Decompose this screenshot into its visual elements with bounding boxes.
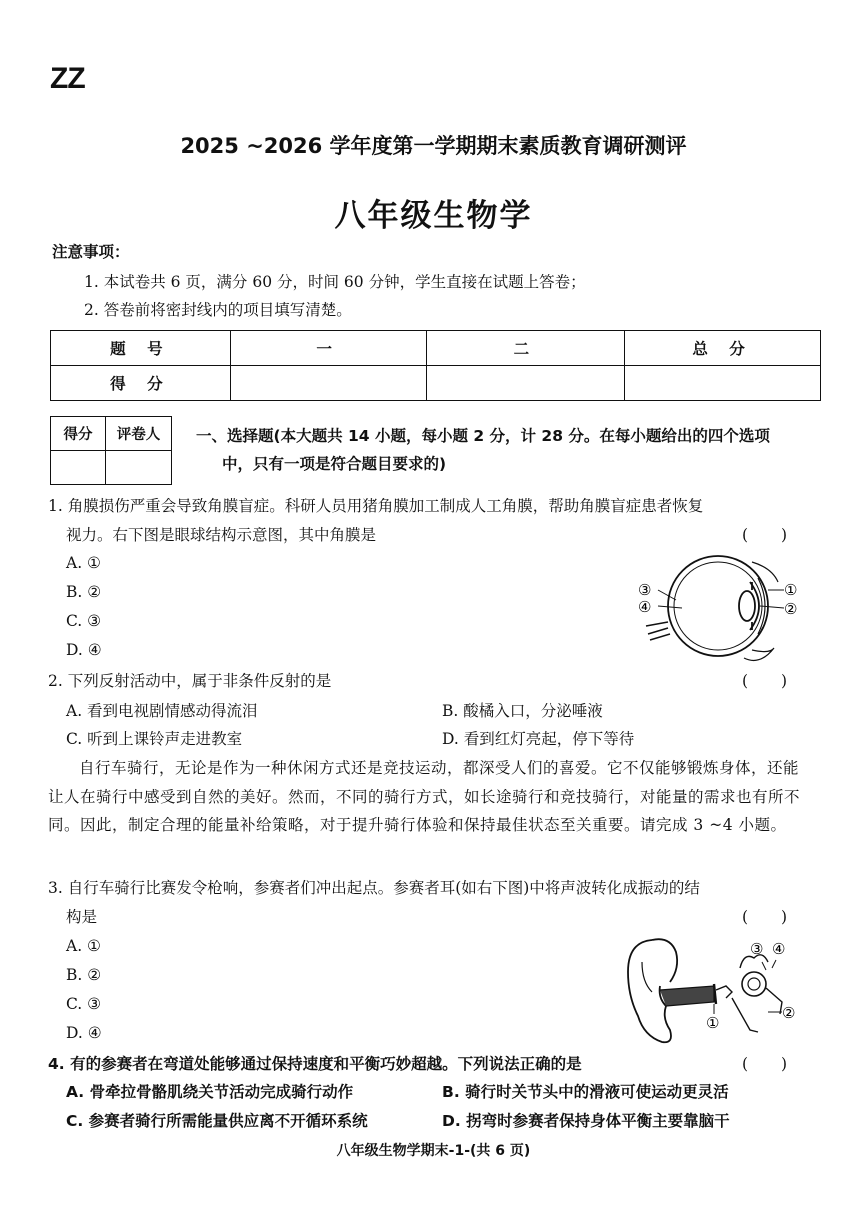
q1-option-d[interactable]: D. ④ <box>66 641 102 659</box>
question-1-line2: 视力。右下图是眼球结构示意图，其中角膜是 <box>66 526 377 544</box>
score-table-cell: 一 <box>230 331 426 366</box>
score-table-header-row <box>51 331 821 366</box>
q1-option-c[interactable]: C. ③ <box>66 612 102 630</box>
ear-label-1: ① <box>706 1014 720 1032</box>
answer-paren-q1[interactable]: ( ) <box>742 526 802 544</box>
score-table-cell: 总 分 <box>625 331 821 366</box>
q4-option-a[interactable]: A. 骨牵拉骨骼肌绕关节活动完成骑行动作 <box>66 1083 354 1101</box>
grader-score-label: 得分 <box>51 417 106 451</box>
note-item-1: 1. 本试卷共 6 页，满分 60 分，时间 60 分钟，学生直接在试题上答卷； <box>84 273 586 291</box>
grader-name-label: 评卷人 <box>106 417 172 451</box>
ear-label-3: ③ <box>750 940 764 958</box>
q1-option-b[interactable]: B. ② <box>66 583 102 601</box>
grader-score-cell[interactable] <box>51 451 106 485</box>
score-input-cell[interactable] <box>230 366 426 401</box>
eye-label-3: ③ <box>638 581 652 599</box>
eye-label-4: ④ <box>638 598 652 616</box>
question-3-line2: 构是 <box>66 908 98 926</box>
question-2-stem: 2. 下列反射活动中，属于非条件反射的是 <box>48 672 332 690</box>
ear-label-4: ④ <box>772 940 786 958</box>
q3-option-b[interactable]: B. ② <box>66 966 102 984</box>
score-table-score-row <box>51 366 821 401</box>
q3-option-d[interactable]: D. ④ <box>66 1024 102 1042</box>
q2-option-b[interactable]: B. 酸橘入口，分泌唾液 <box>442 702 603 720</box>
eyeball-diagram <box>632 548 804 674</box>
q2-option-d[interactable]: D. 看到红灯亮起，停下等待 <box>442 730 635 748</box>
q2-option-a[interactable]: A. 看到电视剧情感动得流泪 <box>66 702 258 720</box>
q1-option-a[interactable]: A. ① <box>66 554 101 572</box>
score-table-cell: 题 号 <box>51 331 231 366</box>
reading-passage: 自行车骑行，无论是作为一种休闲方式还是竞技运动，都深受人们的喜爱。它不仅能够锻炼身体，还能让人在骑行中感受到自然的美好。然而，不同的骑行方式，如长途骑行和竞技骑行，对能量的需求也有所不同。因此，制定合理的能量补给策略，对于提升骑行体验和保持最佳状态至关重要。请完成 3 ~4 小题。 <box>48 759 801 834</box>
grader-name-cell[interactable] <box>106 451 172 485</box>
eye-label-1: ① <box>784 581 798 599</box>
q4-option-b[interactable]: B. 骑行时关节头中的滑液可使运动更灵活 <box>442 1083 729 1101</box>
q3-option-c[interactable]: C. ③ <box>66 995 102 1013</box>
score-table-cell: 二 <box>426 331 625 366</box>
score-input-cell[interactable] <box>426 366 625 401</box>
question-4-stem: 4. 有的参赛者在弯道处能够通过保持速度和平衡巧妙超越。下列说法正确的是 <box>48 1055 582 1073</box>
section-heading-line2: 中，只有一项是符合题目要求的) <box>222 455 447 473</box>
grader-box <box>50 416 172 485</box>
answer-paren-q3[interactable]: ( ) <box>742 908 802 926</box>
score-table <box>50 330 821 401</box>
answer-paren-q2[interactable]: ( ) <box>742 672 802 690</box>
eye-label-2: ② <box>784 600 798 618</box>
notes-title: 注意事项： <box>52 243 130 261</box>
question-1-line1: 1. 角膜损伤严重会导致角膜盲症。科研人员用猪角膜加工制成人工角膜，帮助角膜盲症患者恢复 <box>48 497 704 515</box>
page-footer: 八年级生物学期末-1-(共 6 页) <box>336 1143 531 1159</box>
section-heading-line1: 一、选择题(本大题共 14 小题，每小题 2 分，计 28 分。在每小题给出的四个选项 <box>196 427 770 445</box>
answer-paren-q4[interactable]: ( ) <box>742 1055 802 1073</box>
q4-option-d[interactable]: D. 拐弯时参赛者保持身体平衡主要靠脑干 <box>442 1112 730 1130</box>
q2-option-c[interactable]: C. 听到上课铃声走进教室 <box>66 730 243 748</box>
note-item-2: 2. 答卷前将密封线内的项目填写清楚。 <box>84 301 352 319</box>
ear-label-2: ② <box>782 1004 796 1022</box>
ear-diagram <box>622 932 800 1046</box>
score-input-cell[interactable] <box>625 366 821 401</box>
score-table-cell: 得 分 <box>51 366 231 401</box>
exam-title: 2025 ~2026 学年度第一学期期末素质教育调研测评 <box>180 134 687 158</box>
q3-option-a[interactable]: A. ① <box>66 937 101 955</box>
q4-option-c[interactable]: C. 参赛者骑行所需能量供应离不开循环系统 <box>66 1112 368 1130</box>
question-3-line1: 3. 自行车骑行比赛发令枪响，参赛者们冲出起点。参赛者耳(如右下图)中将声波转化成振动的结 <box>48 879 700 897</box>
subject-title: 八年级生物学 <box>334 198 533 234</box>
exam-mark: ZZ <box>50 62 85 95</box>
